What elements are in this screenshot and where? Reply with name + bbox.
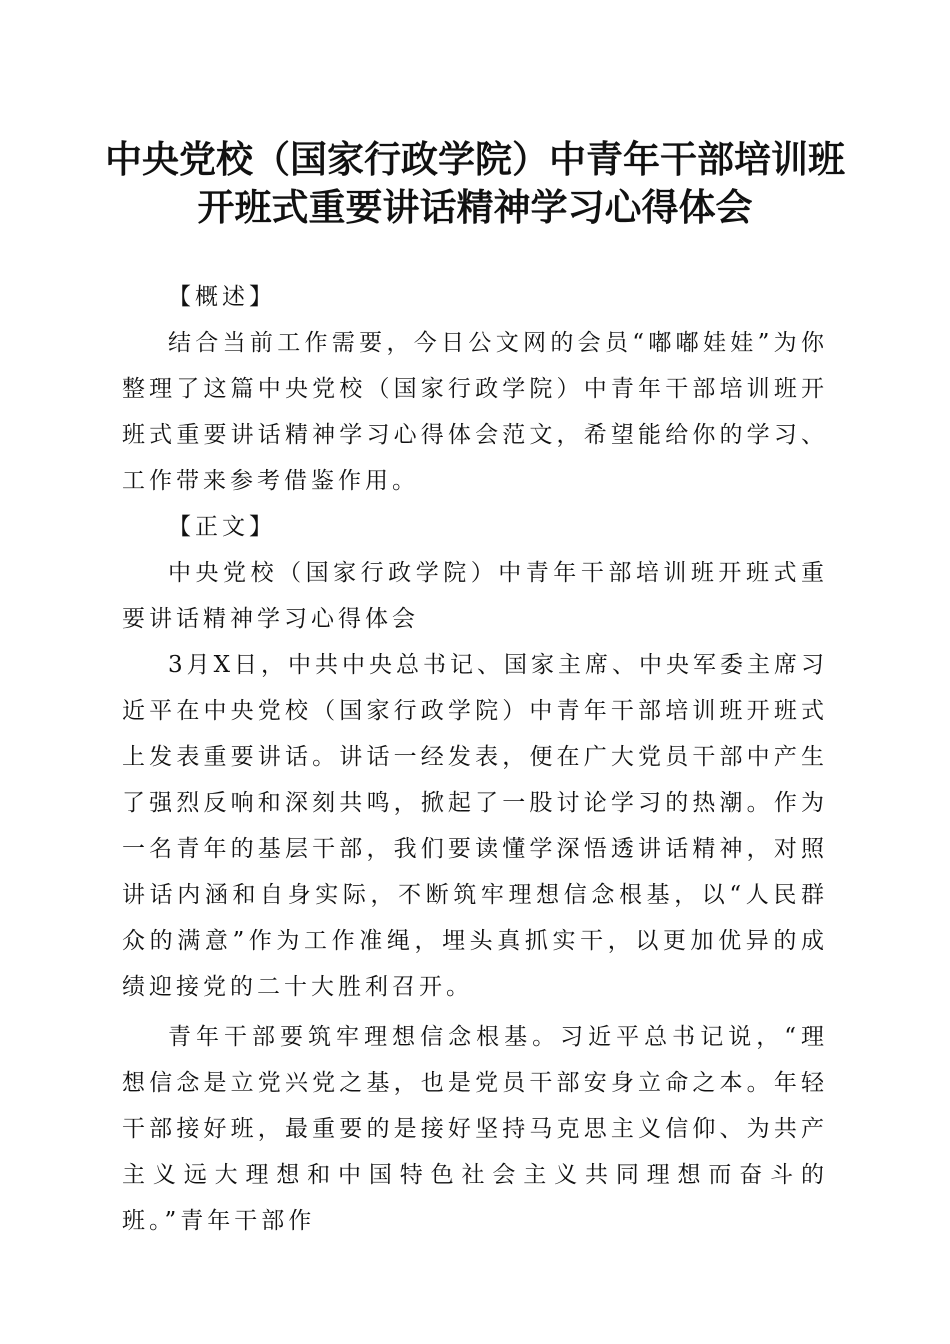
main-text-subtitle: 中央党校（国家行政学院）中青年干部培训班开班式重要讲话精神学习心得体会: [122, 560, 828, 632]
document-body: [122, 274, 828, 1244]
overview-paragraph: 结合当前工作需要，今日公文网的会员“嘟嘟娃娃”为你整理了这篇中央党校（国家行政学院）中青年干部培训班开班式重要讲话精神学习心得体会范文，希望能给你的学习、工作带来参考借鉴作用。: [122, 330, 828, 494]
section-heading-overview: 【概述】: [168, 284, 276, 310]
section-heading-main-text: 【正文】: [168, 514, 276, 540]
document-title-line-1: 中央党校（国家行政学院）中青年干部培训班: [105, 137, 845, 181]
document-title-line-2: 开班式重要讲话精神学习心得体会: [197, 185, 753, 229]
main-text-paragraph-2: 青年干部要筑牢理想信念根基。习近平总书记说，“理想信念是立党兴党之基，也是党员干部安身立命之本。年轻干部接好班，最重要的是接好坚持马克思主义信仰、为共产主义远大理想和中国特色社会主义共同理想而奋斗的班。”青年干部作: [122, 1024, 828, 1234]
main-text-paragraph-1: 3月X日，中共中央总书记、国家主席、中央军委主席习近平在中央党校（国家行政学院）中青年干部培训班开班式上发表重要讲话。讲话一经发表，便在广大党员干部中产生了强烈反响和深刻共鸣，掀起了一股讨论学习的热潮。作为一名青年的基层干部，我们要读懂学深悟透讲话精神，对照讲话内涵和自身实际，不断筑牢理想信念根基，以“人民群众的满意”作为工作准绳，埋头真抓实干，以更加优异的成绩迎接党的二十大胜利召开。: [122, 652, 829, 1000]
